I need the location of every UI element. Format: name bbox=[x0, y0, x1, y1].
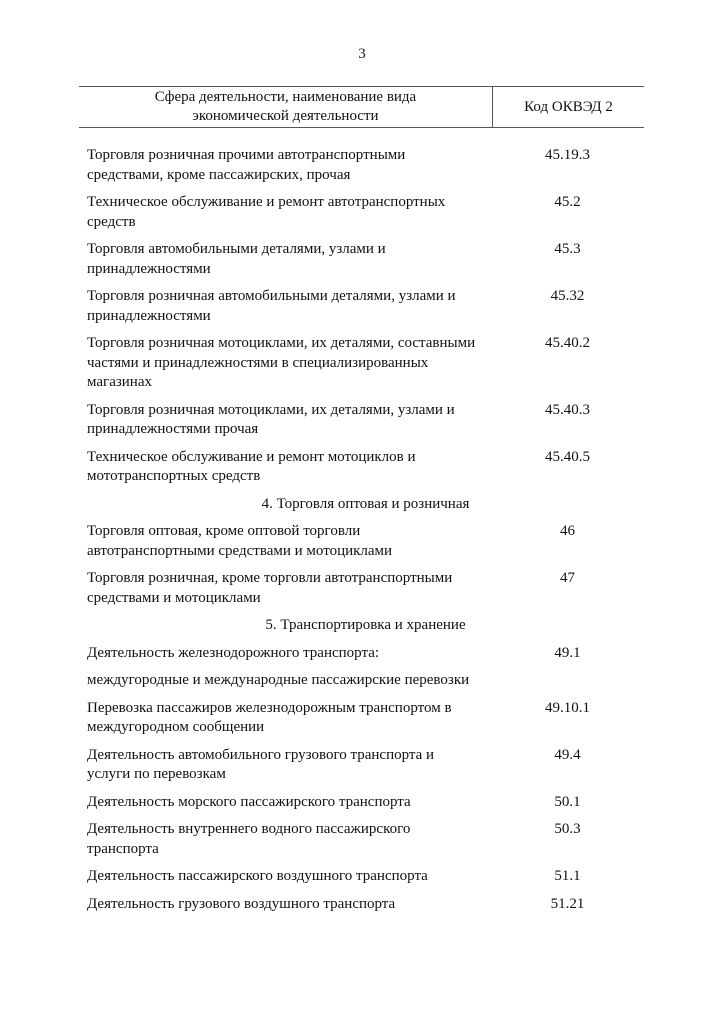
activity-name: междугородные и международные пассажирские перевозки bbox=[87, 672, 470, 688]
activity-name: Торговля розничная автомобильными деталями, узлами и принадлежностями bbox=[87, 288, 456, 324]
okved-code bbox=[479, 671, 644, 691]
activity-name: Деятельность автомобильного грузового транспорта и услуги по перевозкам bbox=[87, 746, 435, 782]
table-row bbox=[87, 401, 644, 440]
header-activity-line1: Сфера деятельности, наименование вида bbox=[154, 89, 417, 105]
table-row bbox=[87, 671, 644, 691]
table-row bbox=[87, 522, 644, 561]
table-row bbox=[87, 746, 644, 785]
table-row bbox=[87, 895, 644, 915]
table-row bbox=[87, 334, 644, 393]
header-activity-line2: экономической деятельности bbox=[192, 108, 379, 124]
activity-name: Деятельность железнодорожного транспорта: bbox=[87, 644, 380, 661]
header-code-column: Код ОКВЭД 2 bbox=[524, 98, 613, 115]
table-body bbox=[87, 146, 644, 922]
table-row bbox=[87, 240, 644, 279]
activity-name: Техническое обслуживание и ремонт автотранспортных средств bbox=[87, 194, 446, 230]
table-row bbox=[87, 644, 644, 664]
activity-name: Торговля розничная прочими автотранспортными средствами, кроме пассажирских, прочая bbox=[87, 147, 406, 183]
table-row bbox=[87, 287, 644, 326]
page-number: 3 bbox=[358, 46, 366, 62]
activity-name: Торговля розничная мотоциклами, их деталями, узлами и принадлежностями прочая bbox=[87, 401, 455, 437]
activity-name: Перевозка пассажиров железнодорожным транспортом в междугородном сообщении bbox=[87, 699, 452, 735]
okved-code: 45.2 bbox=[554, 194, 581, 210]
activity-name: Техническое обслуживание и ремонт мотоциклов и мототранспортных средств bbox=[87, 448, 416, 484]
table-row bbox=[87, 699, 644, 738]
activity-name: Деятельность морского пассажирского транспорта bbox=[87, 793, 411, 810]
okved-code: 50.1 bbox=[554, 793, 581, 810]
table-row bbox=[87, 793, 644, 813]
okved-code: 45.40.3 bbox=[545, 401, 590, 418]
okved-code: 45.40.5 bbox=[545, 448, 590, 465]
activity-name: Торговля розничная, кроме торговли автотранспортными средствами и мотоциклами bbox=[87, 570, 453, 606]
okved-code: 47 bbox=[560, 570, 575, 586]
table-row bbox=[87, 569, 644, 608]
table-header bbox=[79, 86, 644, 128]
okved-code: 51.21 bbox=[550, 895, 585, 912]
header-activity-column bbox=[79, 87, 493, 127]
table-row bbox=[87, 146, 644, 185]
activity-name: Торговля оптовая, кроме оптовой торговли автотранспортными средствами и мотоциклами bbox=[87, 523, 393, 559]
table-row bbox=[87, 867, 644, 887]
table-row bbox=[87, 448, 644, 487]
table-row bbox=[87, 193, 644, 232]
activity-name: Деятельность пассажирского воздушного транспорта bbox=[87, 868, 428, 884]
activity-name: Торговля розничная мотоциклами, их деталями, составными частями и принадлежностями в специализированных магазинах bbox=[87, 335, 476, 390]
okved-code: 46 bbox=[560, 523, 575, 539]
okved-code: 51.1 bbox=[554, 868, 581, 884]
section-heading: 5. Транспортировка и хранение bbox=[265, 617, 466, 633]
activity-name: Торговля автомобильными деталями, узлами и принадлежностями bbox=[87, 241, 386, 277]
okved-code: 45.32 bbox=[550, 288, 585, 304]
okved-code: 49.1 bbox=[554, 644, 581, 661]
table-row bbox=[87, 820, 644, 859]
okved-code: 49.4 bbox=[554, 746, 581, 763]
okved-code: 45.3 bbox=[554, 241, 581, 257]
okved-code: 49.10.1 bbox=[545, 699, 590, 716]
okved-code: 45.19.3 bbox=[545, 147, 590, 163]
okved-code: 50.3 bbox=[554, 821, 581, 837]
section-heading: 4. Торговля оптовая и розничная bbox=[261, 495, 470, 512]
activity-name: Деятельность грузового воздушного транспорта bbox=[87, 895, 396, 912]
okved-code: 45.40.2 bbox=[545, 335, 590, 351]
activity-name: Деятельность внутреннего водного пассажирского транспорта bbox=[87, 821, 411, 857]
